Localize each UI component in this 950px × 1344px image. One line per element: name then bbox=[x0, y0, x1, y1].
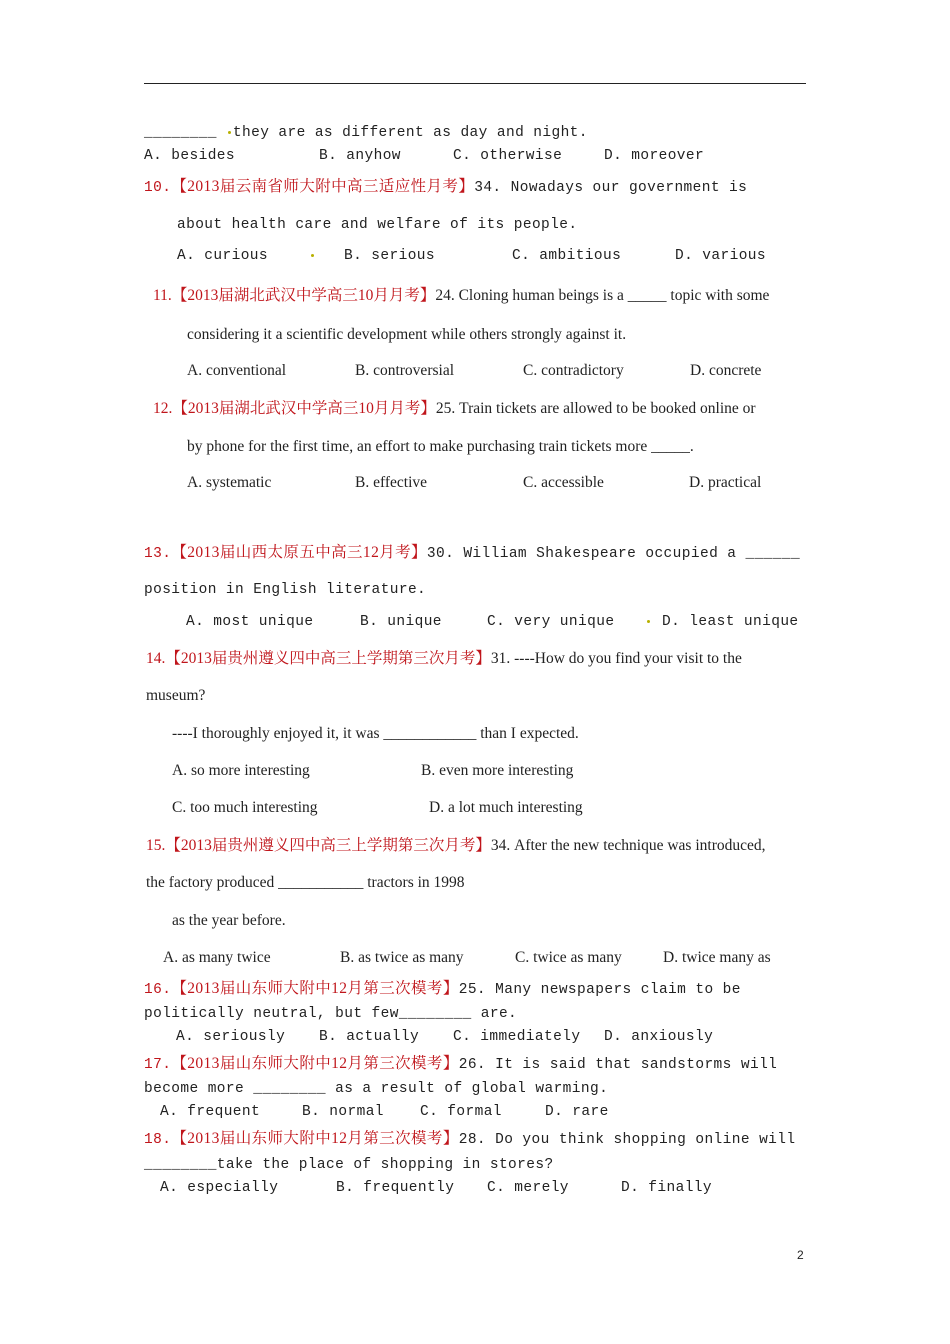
q16-option-c: C. immediately bbox=[453, 1029, 581, 1045]
q12-line1: 12.【2013届湖北武汉中学高三10月月考】25. Train tickets are allowed to be booked online or bbox=[153, 400, 756, 417]
q18-source: 【2013届山东师大附中12月第三次模考】 bbox=[171, 1130, 459, 1147]
q17-line2: become more ________ as a result of global warming. bbox=[144, 1081, 609, 1097]
q16-line2: politically neutral, but few________ are. bbox=[144, 1006, 518, 1022]
yellow-dot-marker bbox=[647, 620, 650, 623]
q16-option-b: B. actually bbox=[319, 1029, 420, 1045]
q15-line3: as the year before. bbox=[172, 912, 286, 929]
q9-option-c: C. otherwise bbox=[453, 148, 563, 164]
q12-source: 【2013届湖北武汉中学高三10月月考】 bbox=[172, 400, 436, 417]
q14-option-a: A. so more interesting bbox=[172, 762, 310, 779]
q11-source: 【2013届湖北武汉中学高三10月月考】 bbox=[171, 287, 436, 304]
q10-option-c: C. ambitious bbox=[512, 248, 622, 264]
q13-line1: 13.【2013届山西太原五中高三12月考】30. William Shakespeare occupied a ______ bbox=[144, 544, 801, 562]
q13-line2: position in English literature. bbox=[144, 582, 427, 598]
q9-option-a: A. besides bbox=[144, 148, 236, 164]
q15-line2: the factory produced ___________ tractors in 1998 bbox=[146, 874, 465, 891]
q18-option-a: A. especially bbox=[160, 1180, 279, 1196]
q12-option-c: C. accessible bbox=[523, 474, 604, 491]
q13-option-c: C. very unique bbox=[487, 614, 615, 630]
q18-option-b: B. frequently bbox=[336, 1180, 455, 1196]
q10-source: 【2013届云南省师大附中高三适应性月考】 bbox=[171, 178, 475, 195]
q14-option-c: C. too much interesting bbox=[172, 799, 318, 816]
q10-line1: 10.【2013届云南省师大附中高三适应性月考】34. Nowadays our government is bbox=[144, 178, 748, 196]
q9-option-d: D. moreover bbox=[604, 148, 705, 164]
q15-option-c: C. twice as many bbox=[515, 949, 622, 966]
q14-option-b: B. even more interesting bbox=[421, 762, 574, 779]
yellow-dot-marker bbox=[311, 254, 314, 257]
q17-line1: 17.【2013届山东师大附中12月第三次模考】26. It is said that sandstorms will bbox=[144, 1055, 778, 1073]
q17-option-c: C. formal bbox=[420, 1104, 502, 1120]
q12-line2: by phone for the first time, an effort to make purchasing train tickets more _____. bbox=[187, 438, 694, 455]
q10-option-b: B. serious bbox=[344, 248, 436, 264]
q11-option-d: D. concrete bbox=[690, 362, 762, 379]
q12-option-b: B. effective bbox=[355, 474, 428, 491]
q11-option-c: C. contradictory bbox=[523, 362, 624, 379]
q18-option-d: D. finally bbox=[621, 1180, 713, 1196]
q15-source: 【2013届贵州遵义四中高三上学期第三次月考】 bbox=[165, 837, 491, 854]
q14-line1: 14.【2013届贵州遵义四中高三上学期第三次月考】31. ----How do you find your visit to the bbox=[146, 650, 742, 667]
q11-line1: 11.【2013届湖北武汉中学高三10月月考】24. Cloning human beings is a _____ topic with some bbox=[153, 287, 770, 304]
q16-line1: 16.【2013届山东师大附中12月第三次模考】25. Many newspapers claim to be bbox=[144, 980, 741, 998]
q18-line2: ________take the place of shopping in stores? bbox=[144, 1157, 554, 1173]
q17-option-b: B. normal bbox=[302, 1104, 384, 1120]
q10-line2: about health care and welfare of its people. bbox=[177, 217, 578, 233]
q15-line1: 15.【2013届贵州遵义四中高三上学期第三次月考】34. After the new technique was introduced, bbox=[146, 837, 766, 854]
q16-source: 【2013届山东师大附中12月第三次模考】 bbox=[171, 980, 459, 997]
q14-option-d: D. a lot much interesting bbox=[429, 799, 583, 816]
q17-source: 【2013届山东师大附中12月第三次模考】 bbox=[171, 1055, 459, 1072]
q18-option-c: C. merely bbox=[487, 1180, 569, 1196]
q15-option-d: D. twice many as bbox=[663, 949, 771, 966]
q14-line2: museum? bbox=[146, 687, 206, 704]
q9-option-b: B. anyhow bbox=[319, 148, 401, 164]
q17-option-a: A. frequent bbox=[160, 1104, 261, 1120]
q12-option-d: D. practical bbox=[689, 474, 762, 491]
q13-option-a: A. most unique bbox=[186, 614, 314, 630]
yellow-dot-marker bbox=[228, 131, 231, 134]
q16-option-d: D. anxiously bbox=[604, 1029, 714, 1045]
q11-line2: considering it a scientific development while others strongly against it. bbox=[187, 326, 627, 343]
q10-option-a: A. curious bbox=[177, 248, 316, 264]
q12-option-a: A. systematic bbox=[187, 474, 272, 491]
q16-option-a: A. seriously bbox=[176, 1029, 286, 1045]
q10-option-d: D. various bbox=[675, 248, 767, 264]
q14-source: 【2013届贵州遵义四中高三上学期第三次月考】 bbox=[165, 650, 491, 667]
q18-line1: 18.【2013届山东师大附中12月第三次模考】28. Do you think shopping online will bbox=[144, 1130, 796, 1148]
q9-stem: ________ they are as different as day and night. bbox=[144, 125, 588, 141]
q15-option-b: B. as twice as many bbox=[340, 949, 464, 966]
header-rule bbox=[144, 83, 806, 84]
q11-option-b: B. controversial bbox=[355, 362, 455, 379]
page-number: 2 bbox=[797, 1248, 804, 1262]
q13-source: 【2013届山西太原五中高三12月考】 bbox=[171, 544, 427, 561]
q11-option-a: A. conventional bbox=[187, 362, 287, 379]
q17-option-d: D. rare bbox=[545, 1104, 609, 1120]
q15-option-a: A. as many twice bbox=[163, 949, 271, 966]
q13-option-d: D. least unique bbox=[645, 614, 799, 630]
q13-option-b: B. unique bbox=[360, 614, 442, 630]
q14-line3: ----I thoroughly enjoyed it, it was ____________ than I expected. bbox=[172, 725, 579, 742]
